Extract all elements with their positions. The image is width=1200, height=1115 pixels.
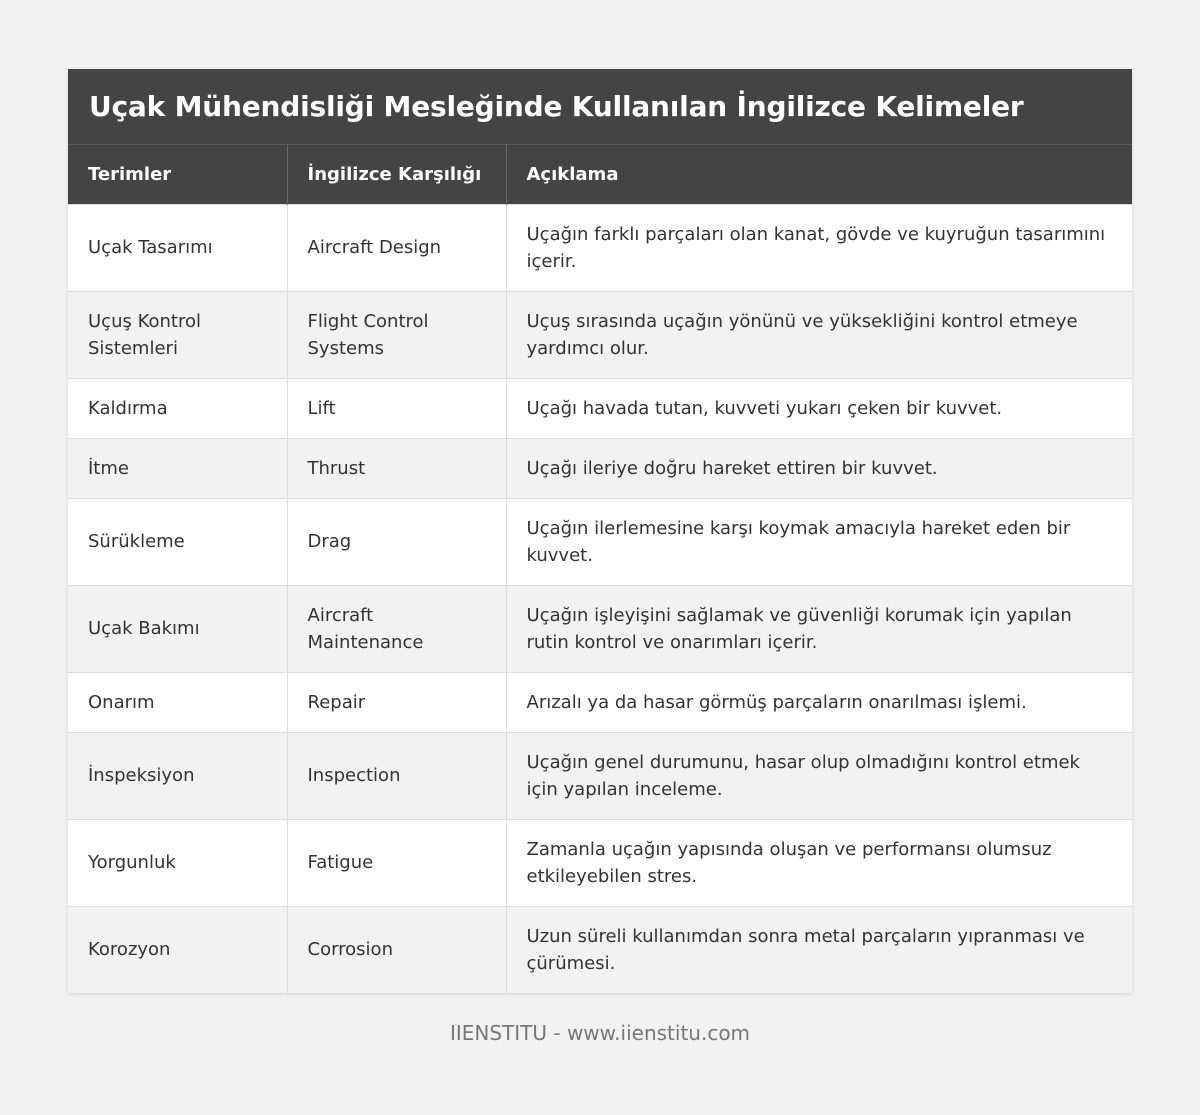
english-cell: Lift [287,378,506,438]
table-row [68,378,1132,438]
description-cell: Uzun süreli kullanımdan sonra metal parçaların yıpranması ve çürümesi. [506,906,1132,993]
table-row [68,291,1132,378]
table-row [68,672,1132,732]
term-cell: Uçuş Kontrol Sistemleri [68,291,287,378]
english-cell: Aircraft Design [287,204,506,291]
english-cell: Aircraft Maintenance [287,585,506,672]
table-row [68,204,1132,291]
english-cell: Thrust [287,438,506,498]
term-cell: Yorgunluk [68,819,287,906]
term-cell: Uçak Bakımı [68,585,287,672]
column-header-description: Açıklama [506,145,1132,204]
english-cell: Fatigue [287,819,506,906]
vocabulary-table [68,145,1132,993]
table-row [68,906,1132,993]
english-cell: Repair [287,672,506,732]
column-header-terms: Terimler [68,145,287,204]
table-row [68,819,1132,906]
description-cell: Uçağın genel durumunu, hasar olup olmadığını kontrol etmek için yapılan inceleme. [506,732,1132,819]
term-cell: Onarım [68,672,287,732]
english-cell: Flight Control Systems [287,291,506,378]
description-cell: Zamanla uçağın yapısında oluşan ve performansı olumsuz etkileyebilen stres. [506,819,1132,906]
footer-credit: IIENSTITU - www.iienstitu.com [449,1021,751,1045]
term-cell: İtme [68,438,287,498]
description-cell: Uçağın farklı parçaları olan kanat, gövde ve kuyruğun tasarımını içerir. [506,204,1132,291]
table-row [68,732,1132,819]
term-cell: Sürükleme [68,498,287,585]
description-cell: Arızalı ya da hasar görmüş parçaların onarılması işlemi. [506,672,1132,732]
table-title: Uçak Mühendisliği Mesleğinde Kullanılan İngilizce Kelimeler [68,69,1132,145]
english-cell: Inspection [287,732,506,819]
term-cell: İnspeksiyon [68,732,287,819]
english-cell: Corrosion [287,906,506,993]
column-header-english: İngilizce Karşılığı [287,145,506,204]
table-row [68,438,1132,498]
english-cell: Drag [287,498,506,585]
term-cell: Kaldırma [68,378,287,438]
description-cell: Uçağın işleyişini sağlamak ve güvenliği korumak için yapılan rutin kontrol ve onarımları içerir. [506,585,1132,672]
vocabulary-table-card [68,69,1132,993]
table-header-row [68,145,1132,204]
description-cell: Uçağı havada tutan, kuvveti yukarı çeken bir kuvvet. [506,378,1132,438]
table-row [68,498,1132,585]
description-cell: Uçağın ilerlemesine karşı koymak amacıyla hareket eden bir kuvvet. [506,498,1132,585]
term-cell: Uçak Tasarımı [68,204,287,291]
term-cell: Korozyon [68,906,287,993]
description-cell: Uçağı ileriye doğru hareket ettiren bir kuvvet. [506,438,1132,498]
description-cell: Uçuş sırasında uçağın yönünü ve yüksekliğini kontrol etmeye yardımcı olur. [506,291,1132,378]
table-row [68,585,1132,672]
